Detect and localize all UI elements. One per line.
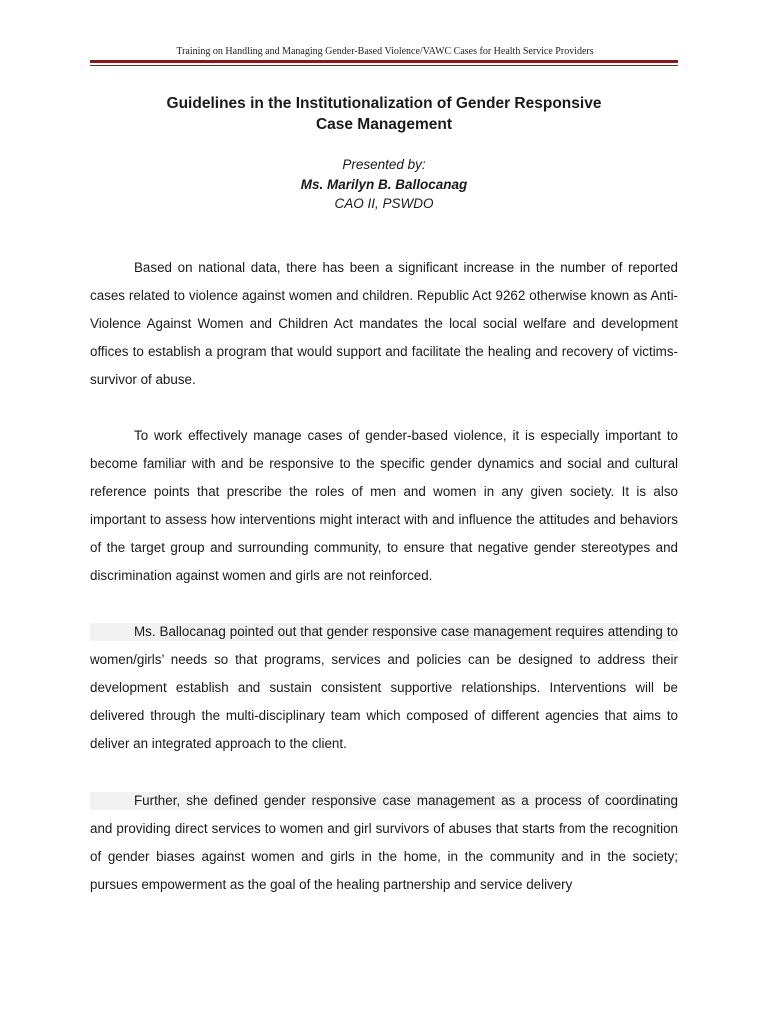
paragraph-text: To work effectively manage cases of gender-based violence, it is especially important to become familiar with and be responsive to the specific gender dynamics and social and cultural reference points that prescribe the roles of men and women in any given society. It is also important to assess how interventions might interact with and influence the attitudes and behaviors of the target group and surrounding community, to ensure that negative gender stereotypes and discrimination against women and girls are not reinforced. — [90, 428, 678, 583]
paragraph-4 — [90, 787, 678, 899]
paragraph-1 — [90, 254, 678, 394]
running-header: Training on Handling and Managing Gender-Based Violence/VAWC Cases for Health Service Providers — [176, 46, 594, 57]
presented-by-label: Presented by: — [342, 157, 426, 172]
paragraph-text: Ms. Ballocanag pointed out that gender responsive case management requires attending to women/girls’ needs so that programs, services and policies can be designed to address their development establish and sustain consistent supportive relationships. Interventions will be delivered through the multi-disciplinary team which composed of different agencies that aims to deliver an integrated approach to the client. — [90, 618, 678, 758]
document-title — [90, 93, 678, 135]
paragraph-text: Further, she defined gender responsive case management as a process of coordinating and providing direct services to women and girl survivors of abuses that starts from the recognition of gender biases against women and girls in the home, in the community and in the society; pursues empowerment as the goal of the healing partnership and service delivery — [90, 787, 678, 899]
paragraph-2 — [90, 422, 678, 590]
paragraph-text: Based on national data, there has been a significant increase in the number of reported cases related to violence against women and children. Republic Act 9262 otherwise known as Anti-Violence Against Women and Children Act mandates the local social welfare and development offices to establish a program that would support and facilitate the healing and recovery of victims-survivor of abuse. — [90, 260, 678, 387]
presenter-position: CAO II, PSWDO — [334, 196, 434, 211]
title-line-2: Case Management — [315, 116, 453, 133]
paragraph-3 — [90, 618, 678, 758]
header-rule-thick — [90, 60, 678, 63]
header-rule-thin — [90, 65, 678, 66]
title-line-1: Guidelines in the Institutionalization of Gender Responsive — [166, 95, 602, 112]
presenter-name: Ms. Marilyn B. Ballocanag — [300, 176, 468, 192]
presenter-block — [90, 155, 678, 214]
